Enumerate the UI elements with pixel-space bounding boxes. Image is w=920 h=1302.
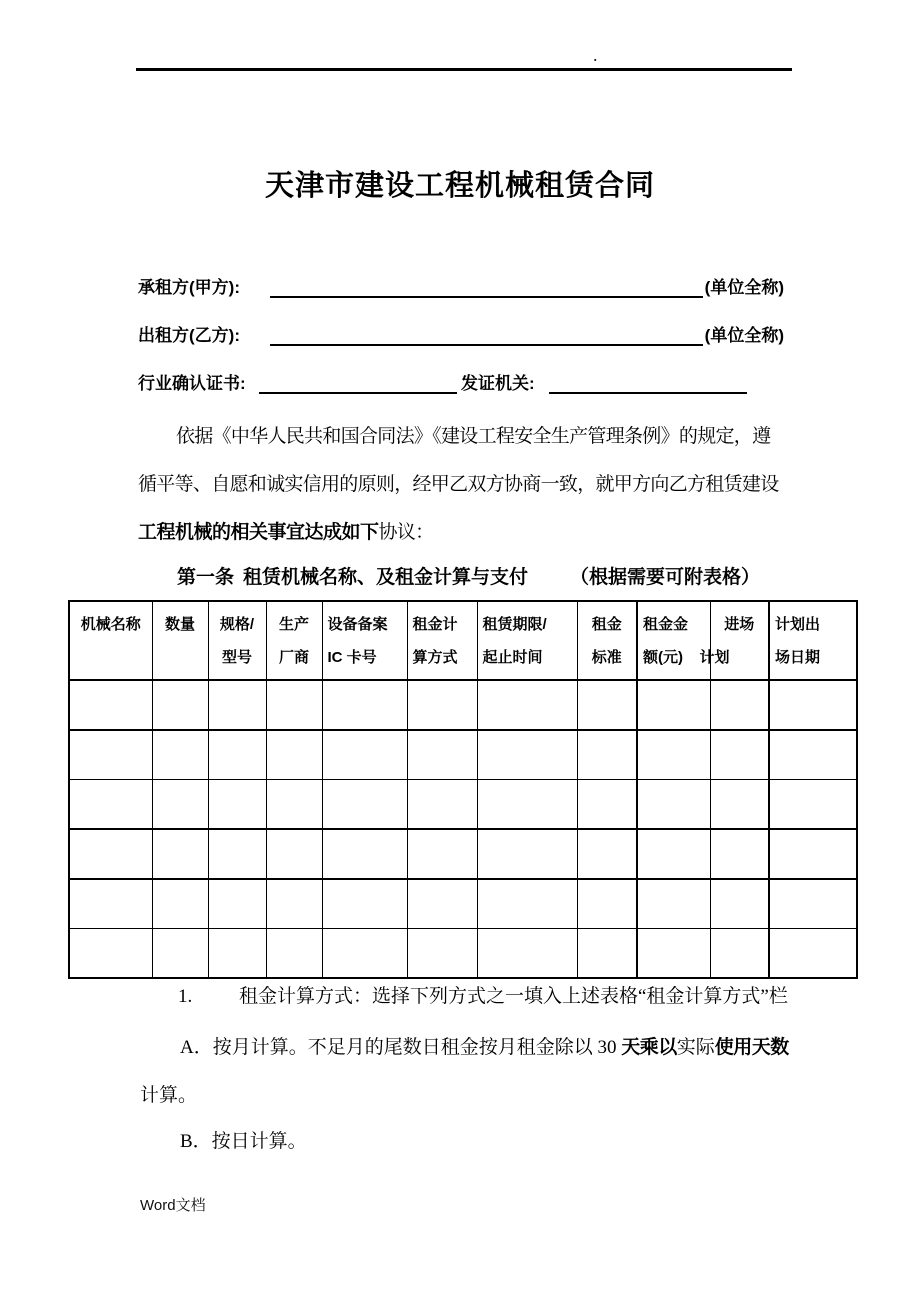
table-cell[interactable]	[477, 929, 577, 979]
column-header-2-line1: 数量	[164, 616, 195, 633]
lessor-fill-line[interactable]	[270, 320, 703, 346]
column-header-4-line2: 厂商	[278, 649, 309, 666]
table-cell[interactable]	[322, 730, 407, 780]
table-cell[interactable]	[769, 680, 857, 730]
table-cell[interactable]	[152, 730, 208, 780]
table-cell[interactable]	[710, 780, 769, 830]
table-cell[interactable]	[577, 680, 637, 730]
table-cell[interactable]	[477, 780, 577, 830]
table-cell[interactable]	[477, 829, 577, 879]
clause-item-a	[180, 1035, 789, 1061]
table-cell[interactable]	[266, 730, 322, 780]
column-header-10-line2: 计划	[699, 649, 730, 666]
clause-item-1-number: 1.	[178, 986, 193, 1007]
table-cell[interactable]	[577, 879, 637, 929]
table-cell[interactable]	[710, 879, 769, 929]
lessor-row	[138, 321, 784, 346]
lessor-suffix: (单位全称)	[704, 326, 784, 345]
column-header-8-line1: 租金	[591, 616, 622, 633]
table-row	[69, 680, 857, 730]
column-header-9-line2: 额(元)	[643, 649, 683, 666]
table-cell[interactable]	[152, 929, 208, 979]
table-cell[interactable]	[208, 780, 266, 830]
preamble-paragraph	[138, 413, 784, 557]
lessee-suffix: (单位全称)	[704, 278, 784, 297]
table-cell[interactable]	[266, 780, 322, 830]
column-header-9-line1: 租金金	[643, 616, 689, 633]
preamble-line-2: 循平等、自愿和诚实信用的原则，经甲乙双方协商一致，就甲方向乙方租赁建设	[138, 474, 779, 495]
section-1-heading	[177, 562, 760, 589]
column-header-1	[69, 601, 152, 680]
column-header-7-line1: 租赁期限/	[482, 616, 547, 633]
header-rule	[136, 68, 792, 71]
table-cell[interactable]	[769, 730, 857, 780]
clause-item-a-bold-2: 使用天数	[714, 1037, 789, 1058]
section-1-number: 第一条	[177, 567, 235, 588]
column-header-6-line1: 租金计	[412, 616, 458, 633]
issuing-authority-label: 发证机关:	[461, 374, 535, 393]
column-header-2	[152, 601, 208, 680]
column-header-11-line1: 计划出	[775, 616, 821, 633]
column-header-4-line1: 生产	[278, 616, 309, 633]
section-1-note: （根据需要可附表格）	[570, 567, 761, 588]
table-cell[interactable]	[152, 680, 208, 730]
column-header-3	[208, 601, 266, 680]
column-header-3-line2: 型号	[221, 649, 252, 666]
table-cell[interactable]	[477, 879, 577, 929]
table-cell[interactable]	[477, 730, 577, 780]
table-cell[interactable]	[637, 680, 710, 730]
table-cell[interactable]	[322, 680, 407, 730]
clause-item-1-text: 租金计算方式：选择下列方式之一填入上述表格“租金计算方式”栏	[239, 986, 788, 1007]
table-row	[69, 879, 857, 929]
table-cell[interactable]	[69, 879, 152, 929]
lessor-label: 出租方(乙方):	[138, 326, 240, 345]
table-cell[interactable]	[152, 879, 208, 929]
word-document-footer-label: Word文档	[140, 1197, 206, 1214]
column-header-6	[407, 601, 477, 680]
clause-item-a-continuation: 计算。	[140, 1085, 198, 1106]
table-row	[69, 829, 857, 879]
table-cell[interactable]	[266, 929, 322, 979]
certificate-label: 行业确认证书:	[138, 374, 246, 393]
table-cell[interactable]	[208, 929, 266, 979]
preamble-line-1: 依据《中华人民共和国合同法》《建设工程安全生产管理条例》的规定，遵	[176, 426, 771, 447]
clause-item-a-text-2: 实际	[676, 1037, 715, 1058]
column-header-1-line1: 机械名称	[80, 616, 141, 633]
table-cell[interactable]	[322, 879, 407, 929]
table-cell[interactable]	[577, 829, 637, 879]
table-cell[interactable]	[407, 780, 477, 830]
column-header-3-line1: 规格/	[219, 616, 255, 633]
certificate-fill-line[interactable]	[259, 368, 457, 394]
table-cell[interactable]	[710, 730, 769, 780]
table-cell[interactable]	[208, 680, 266, 730]
table-cell[interactable]	[407, 879, 477, 929]
column-header-6-line2: 算方式	[412, 649, 458, 666]
document-title: 天津市建设工程机械租赁合同	[264, 170, 655, 202]
table-row	[69, 780, 857, 830]
table-cell[interactable]	[69, 680, 152, 730]
table-cell[interactable]	[407, 829, 477, 879]
table-cell[interactable]	[69, 730, 152, 780]
table-cell[interactable]	[637, 730, 710, 780]
table-cell[interactable]	[577, 780, 637, 830]
table-cell[interactable]	[769, 780, 857, 830]
table-body	[69, 680, 857, 978]
table-cell[interactable]	[769, 879, 857, 929]
table-row	[69, 929, 857, 979]
column-header-10-line1: 进场	[724, 616, 755, 633]
certificate-row	[138, 369, 784, 394]
table-cell[interactable]	[407, 730, 477, 780]
lessee-fill-line[interactable]	[270, 272, 703, 298]
table-cell[interactable]	[637, 879, 710, 929]
table-cell[interactable]	[69, 829, 152, 879]
table-cell[interactable]	[577, 730, 637, 780]
lessee-label: 承租方(甲方):	[138, 278, 240, 297]
column-header-10	[699, 601, 769, 680]
clause-item-a-text-1: A．按月计算。不足月的尾数日租金按月租金除以 30	[180, 1037, 622, 1058]
table-cell[interactable]	[769, 829, 857, 879]
table-cell[interactable]	[477, 680, 577, 730]
table-cell[interactable]	[769, 929, 857, 979]
column-header-5	[322, 601, 407, 680]
table-cell[interactable]	[710, 829, 769, 879]
column-header-8	[577, 601, 637, 680]
header-period: .	[593, 45, 598, 65]
table-cell[interactable]	[322, 929, 407, 979]
clause-item-b: B．按日计算。	[180, 1131, 307, 1152]
column-header-7-line2: 起止时间	[482, 649, 543, 666]
table-cell[interactable]	[322, 829, 407, 879]
table-cell[interactable]	[407, 680, 477, 730]
table-cell[interactable]	[710, 929, 769, 979]
clause-item-1	[178, 984, 788, 1010]
table-cell[interactable]	[322, 780, 407, 830]
table-cell[interactable]	[266, 879, 322, 929]
section-1-title: 租赁机械名称、及租金计算与支付	[243, 567, 529, 588]
column-header-11	[769, 601, 857, 680]
table-cell[interactable]	[152, 829, 208, 879]
table-cell[interactable]	[208, 879, 266, 929]
table-cell[interactable]	[69, 780, 152, 830]
preamble-line-3-bold: 工程机械的相关事宜达成如下	[138, 522, 379, 543]
column-header-8-line2: 标准	[591, 649, 622, 666]
issuing-authority-fill-line[interactable]	[549, 368, 747, 394]
lessee-row	[138, 273, 784, 298]
machinery-rental-table	[68, 600, 858, 979]
table-cell[interactable]	[152, 780, 208, 830]
table-cell[interactable]	[208, 829, 266, 879]
column-header-5-line1: 设备备案	[327, 616, 388, 633]
table-cell[interactable]	[637, 829, 710, 879]
preamble-line-3	[138, 509, 784, 557]
table-cell[interactable]	[637, 929, 710, 979]
column-header-4	[266, 601, 322, 680]
table-cell[interactable]	[637, 780, 710, 830]
table-cell[interactable]	[69, 929, 152, 979]
table-cell[interactable]	[407, 929, 477, 979]
column-header-11-line2: 场日期	[775, 649, 821, 666]
table-header-row	[69, 601, 857, 680]
preamble-line-3-rest: 协议：	[378, 522, 434, 543]
column-header-7	[477, 601, 577, 680]
table-cell[interactable]	[266, 829, 322, 879]
clause-item-a-bold-1: 天乘以	[621, 1037, 677, 1058]
table-cell[interactable]	[266, 680, 322, 730]
table-cell[interactable]	[710, 680, 769, 730]
column-header-5-line2: IC 卡号	[327, 649, 377, 666]
table-cell[interactable]	[208, 730, 266, 780]
table-row	[69, 730, 857, 780]
table-cell[interactable]	[577, 929, 637, 979]
